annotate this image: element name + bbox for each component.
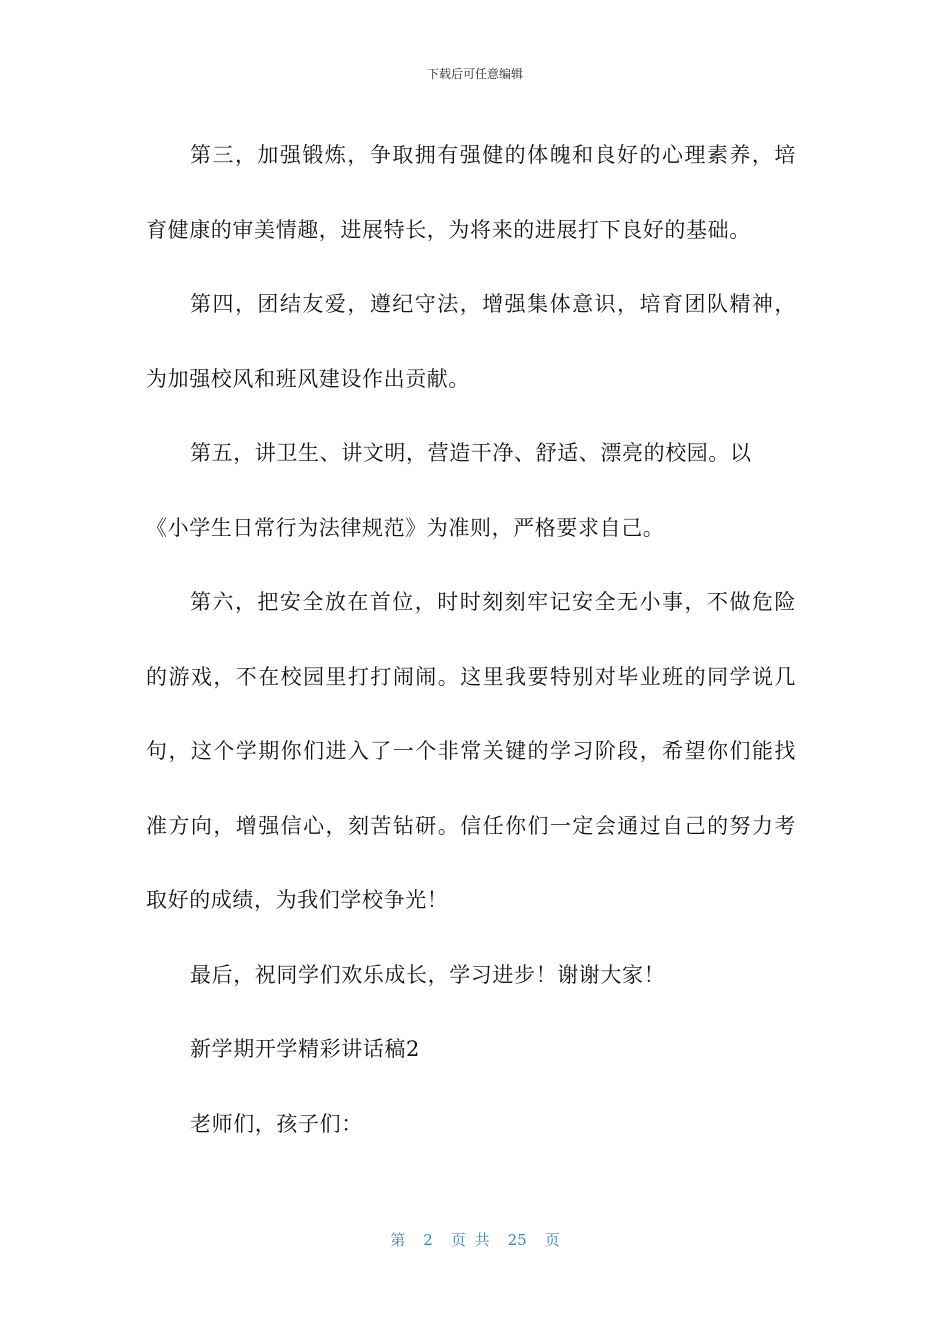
body-line-12: 最后，祝同学们欢乐成长，学习进步！谢谢大家！	[190, 962, 666, 987]
body-line-6: 《小学生日常行为法律规范》为准则，严格要求自己。	[146, 515, 665, 540]
page-suffix: 页	[544, 1231, 560, 1249]
body-line-2: 育健康的审美情趣，进展特长，为将来的进展打下良好的基础。	[146, 217, 751, 242]
body-line-4: 为加强校风和班风建设作出贡献。	[146, 366, 470, 391]
body-line-9: 句，这个学期你们进入了一个非常关键的学习阶段，希望你们能找	[146, 739, 796, 763]
document-body	[146, 118, 796, 1161]
page-prefix: 第	[390, 1231, 406, 1249]
page-middle-text: 页 共	[450, 1231, 490, 1249]
body-line-11: 取好的成绩，为我们学校争光！	[146, 888, 449, 912]
body-line-7: 第六，把安全放在首位，时时刻刻牢记安全无小事，不做危险	[190, 590, 796, 614]
body-line-5: 第五，讲卫生、讲文明，营造干净、舒适、漂亮的校园。以	[190, 441, 752, 465]
page-current-number: 2	[423, 1231, 433, 1249]
body-line-1: 第三，加强锻炼，争取拥有强健的体魄和良好的心理素养，培	[190, 143, 796, 167]
page-total-number: 25	[507, 1231, 527, 1249]
body-line-8: 的游戏，不在校园里打打闹闹。这里我要特别对毕业班的同学说几	[146, 664, 796, 689]
page-footer	[0, 1230, 950, 1250]
section-heading: 新学期开学精彩讲话稿2	[190, 1037, 420, 1061]
greeting-line: 老师们，孩子们：	[190, 1111, 363, 1136]
page-header-note: 下载后可任意编辑	[426, 67, 523, 81]
body-line-3: 第四，团结友爱，遵纪守法，增强集体意识，培育团队精神，	[190, 292, 796, 316]
body-line-10: 准方向，增强信心，刻苦钻研。信任你们一定会通过自己的努力考	[146, 813, 796, 838]
